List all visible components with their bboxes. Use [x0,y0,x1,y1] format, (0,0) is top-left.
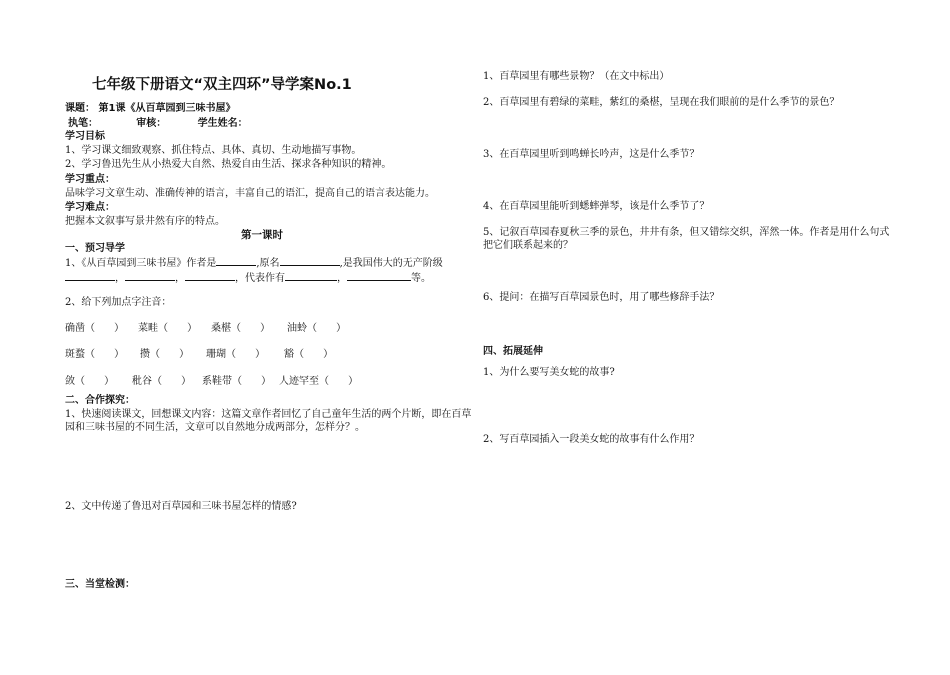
difficult-heading: 学习难点： [65,202,115,213]
q1-text-a: 1、《从百草园到三味书屋》作者是 [65,258,217,269]
goals-heading: 学习目标 [65,131,105,142]
q1-text-c: ,是我国伟大的无产阶级 [339,258,443,269]
author-blank[interactable] [216,256,256,266]
fill-question-1-line-1 [65,256,443,270]
extension-question-2: 2、写百草园插入一段美女蛇的故事有什么作用？ [483,434,700,445]
q1-text-b: ,原名 [256,258,280,269]
difficult-text: 把握本文叙事写景井然有序的特点。 [65,216,225,227]
key-text: 品味学习文章生动、准确传神的语言，丰富自己的语汇，提高自己的语言表达能力。 [65,188,435,199]
pinyin-item: 豁（ ） [284,349,334,360]
pinyin-item: 油蛉（ ） [287,323,347,334]
q1-text-h: 等。 [411,273,431,284]
key-heading: 学习重点： [65,174,115,185]
pinyin-item: 确凿（ ） [65,323,125,334]
right-question-5: 5、记叙百草园春夏秋三季的景色，井井有条，但又错综交织，浑然一体。作者是用什么句式把它们联系起来的？ [483,227,890,251]
original-name-blank[interactable] [280,256,340,266]
goal-2: 2、学习鲁迅先生从小热爱大自然、热爱自由生活、探求各种知识的精神。 [65,159,392,170]
section-4-heading: 四、拓展延伸 [483,346,543,357]
lesson-heading: 第一课时 [241,229,283,241]
identity-blank-1[interactable] [65,271,115,281]
q1-text-d: ， [115,273,125,284]
pinyin-item: 斑蝥（ ） [65,349,125,360]
pinyin-item: 攒（ ） [140,349,190,360]
section-1-heading: 一、预习导学 [65,243,125,254]
right-question-1: 1、百草园里有哪些景物？（在文中标出） [483,71,670,82]
pinyin-item: 菜畦（ ） [138,323,198,334]
topic-line: 课题： 第1课《从百草园到三味书屋》 [65,103,236,114]
goal-1: 1、学习课文细致观察、抓住特点、具体、真切、生动地描写事物。 [65,145,362,156]
right-question-6: 6、提问：在描写百草园景色时，用了哪些修辞手法？ [483,292,720,303]
q1-text-e: ， [175,273,185,284]
fill-question-1-line-2 [65,271,431,285]
section-3-heading: 三、当堂检测： [65,579,135,590]
right-question-2: 2、百草园里有碧绿的菜畦，紫红的桑椹，呈现在我们眼前的是什么季节的景色？ [483,97,840,108]
identity-blank-2[interactable] [125,271,175,281]
pinyin-item: 人迹罕至（ ） [279,376,359,387]
section-2-heading: 二、合作探究： [65,395,135,406]
pinyin-item: 敛（ ） [65,376,115,387]
pinyin-item: 珊瑚（ ） [206,349,266,360]
works-blank-2[interactable] [347,271,411,281]
works-blank-1[interactable] [285,271,337,281]
pinyin-item: 秕谷（ ） [132,376,192,387]
extension-question-1: 1、为什么要写美女蛇的故事? [483,367,615,378]
right-question-4: 4、在百草园里能听到蟋蟀弹琴，该是什么季节了？ [483,201,710,212]
pinyin-item: 桑椹（ ） [211,323,271,334]
identity-blank-3[interactable] [185,271,235,281]
pinyin-instruction: 2、给下列加点字注音： [65,297,172,308]
cooperative-question-2: 2、文中传递了鲁迅对百草园和三味书屋怎样的情感? [65,501,297,512]
pinyin-item: 系鞋带（ ） [202,376,272,387]
q1-text-g: ， [337,273,347,284]
right-question-3: 3、在百草园里听到鸣蝉长吟声，这是什么季节？ [483,149,700,160]
page-title: 七年级下册语文“双主四环”导学案No.1 [92,77,352,93]
author-line: 执笔： 审核： 学生姓名： [68,118,248,129]
cooperative-question-1: 1、快速阅读课文，回想课文内容：这篇文章作者回忆了自己童年生活的两个片断，即在百草园和三味书屋的不同生活，文章可以自然地分成两部分，怎样分？。 [65,409,472,433]
q1-text-f: ，代表作有 [235,273,285,284]
